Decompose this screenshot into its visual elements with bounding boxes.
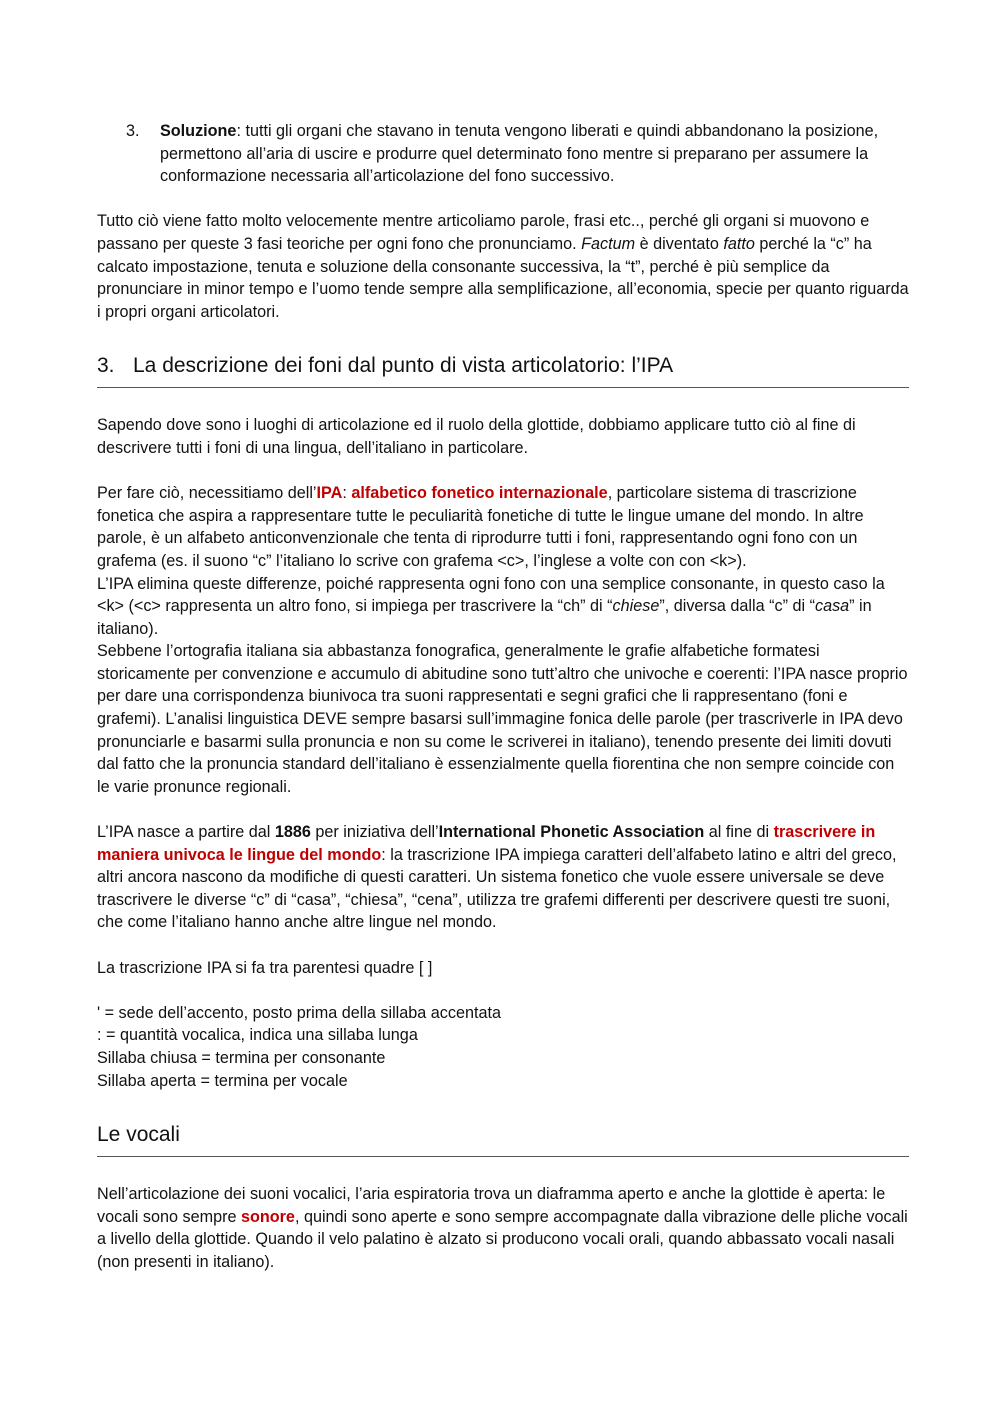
association-name: International Phonetic Association: [438, 823, 705, 842]
highlight-ipa: IPA: [316, 484, 343, 503]
year-1886: 1886: [274, 823, 311, 842]
notation-line: : = quantità vocalica, indica una sillaba lunga: [97, 1026, 418, 1045]
text-run: L’IPA elimina queste differenze, poiché rappresenta ogni fono con una semplice consonante, in questo caso la <k> (<c> rappresenta un altro fono, si impiega per trascrivere la “ch” di “: [97, 574, 885, 616]
notation-line: Sillaba chiusa = termina per consonante: [97, 1048, 386, 1067]
text-run: : la trascrizione IPA impiega caratteri dell’alfabeto latino e altri del greco, altri ancora nascono da modifiche di questi caratteri. Un sistema fonetico che vuole essere universale se deve trascrivere le diverse “c” di “casa”, “chiesa”, “cena”, utilizza tre grafemi differenti per descrivere questi tre suoni, che come l’italiano hanno anche altre lingue nel mondo.: [97, 845, 897, 932]
highlight-alfabetico: alfabetico fonetico internazionale: [351, 484, 608, 503]
term-fatto: fatto: [723, 234, 755, 253]
text-run: è diventato: [635, 234, 724, 253]
paragraph-ipa-differenze: [97, 573, 909, 641]
term-casa: casa: [814, 597, 850, 616]
list-number: 3.: [126, 122, 140, 140]
document-page: [97, 120, 909, 1274]
text-run: per iniziativa dell’: [310, 823, 439, 842]
term-chiese: chiese: [612, 597, 660, 616]
highlight-goal: trascrivere in maniera univoca le lingue del mondo: [97, 823, 876, 864]
term-soluzione: Soluzione: [160, 122, 237, 140]
text-run: perché la “c” ha calcato impostazione, tenuta e soluzione della consonante successiva, la “t”, perché è più semplice da pronunciare in minor tempo e l’uomo tende sempre alla semplificazione, all’economia, specie per quanto riguarda i propri organi articolatori.: [97, 234, 909, 321]
text-run: , quindi sono aperte e sono sempre accompagnate dalla vibrazione delle pliche vocali a livello della glottide. Quando il velo palatino è alzato si producono vocali orali, quando abbassato vocali nasali (non presenti in italiano).: [97, 1207, 908, 1271]
text-run: al fine di: [704, 823, 774, 842]
heading-title: La descrizione dei foni dal punto di vista articolatorio: l’IPA: [133, 354, 674, 378]
text-run: Nell’articolazione dei suoni vocalici, l’aria espiratoria trova un diaframma aperto e anche la glottide è aperta: le vocali sono sempre: [97, 1185, 886, 1226]
heading-number: 3.: [97, 354, 115, 378]
text-run: L’IPA nasce a partire dal: [97, 823, 275, 842]
paragraph-phases: [97, 210, 909, 323]
paragraph-ipa-intro: [97, 482, 909, 572]
notation-line: ' = sede dell’accento, posto prima della sillaba accentata: [97, 1003, 501, 1022]
list-item-soluzione: [126, 120, 909, 188]
section-heading-ipa: [97, 353, 909, 388]
text-run: Tutto ciò viene fatto molto velocemente mentre articoliamo parole, frasi etc.., perché gli organi si muovono e passano per queste 3 fasi teoriche per ogni fono che pronunciamo.: [97, 212, 870, 253]
section-heading-vocali: Le vocali: [97, 1122, 909, 1157]
paragraph-1886: [97, 821, 909, 934]
text-run: ”, diversa dalla “c” di “: [659, 597, 815, 616]
term-factum: Factum: [581, 234, 636, 253]
highlight-sonore: sonore: [240, 1207, 295, 1226]
paragraph-ipa-ortografia: Sebbene l’ortografia italiana sia abbastanza fonografica, generalmente le grafie alfabetiche formatesi storicamente per convenzione e accumulo di abitudine sono tutt’altro che univoche e coerenti: l’IPA nasce proprio per dare una corrispondenza biunivoca tra suoni rappresentati e segni grafici che li rappresentano (foni e grafemi). L’analisi linguistica DEVE sempre basarsi sull’immagine fonica delle parole (per trascriverle in IPA devo pronunciarle e basarmi sulla pronuncia e non su come le scriverei in italiano), tenendo presente dei limiti dovuti dal fatto che la pronuncia standard dell’italiano è essenzialmente quella fiorentina che non sempre coincide con le varie pronunce regionali.: [97, 642, 908, 796]
text-run: , particolare sistema di trascrizione fonetica che aspira a rappresentare tutte le peculiarità fonetiche di tutte le lingue umane del mondo. In altre parole, è un alfabeto anticonvenzionale che tenta di riprodurre tutti i foni, rappresentando ogni fono con un grafema (es. il suono “c” l’italiano lo scrive con grafema <c>, l’inglese a volte con con <k>).: [97, 484, 864, 570]
text-run: Per fare ciò, necessitiamo dell’: [97, 484, 317, 503]
list-body: : tutti gli organi che stavano in tenuta vengono liberati e quindi abbandonano la posizione, permettono all’aria di uscire e produrre quel determinato fono mentre si preparano per assumere la conformazione necessaria all’articolazione del fono successivo.: [160, 122, 879, 186]
paragraph-parentesi: La trascrizione IPA si fa tra parentesi quadre [ ]: [97, 958, 433, 977]
list-text: [160, 120, 909, 188]
text-run: ” in italiano).: [97, 597, 872, 638]
paragraph-vocali: [97, 1183, 909, 1273]
paragraph-sapendo: Sapendo dove sono i luoghi di articolazione ed il ruolo della glottide, dobbiamo applicare tutto ciò al fine di descrivere tutti i foni di una lingua, dell’italiano in particolare.: [97, 416, 856, 457]
text-run: :: [342, 484, 352, 503]
notation-line: Sillaba aperta = termina per vocale: [97, 1071, 348, 1090]
